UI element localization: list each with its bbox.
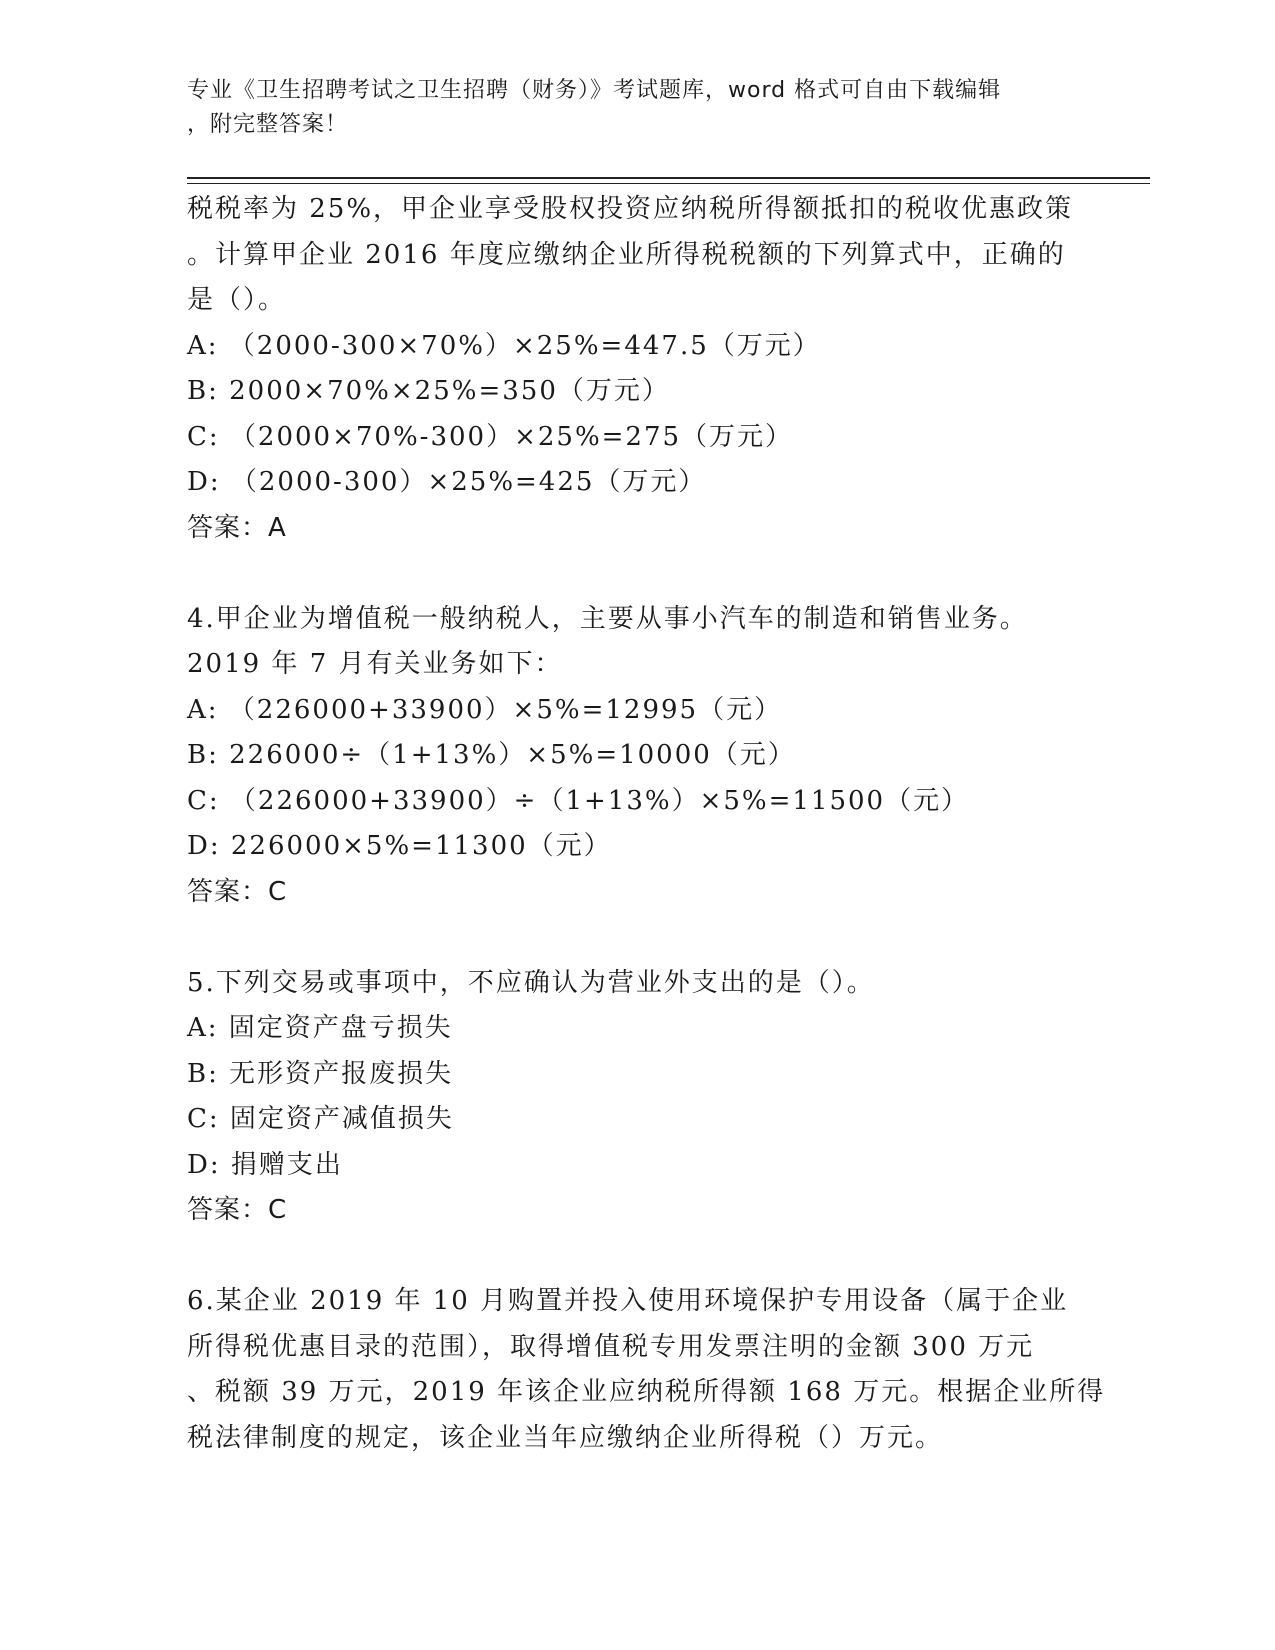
header-line-2: ，附完整答案！ [187, 112, 349, 137]
question-stem-line: 4.甲企业为增值税一般纳税人，主要从事小汽车的制造和销售业务。 [187, 603, 1028, 634]
page-header [187, 74, 1087, 142]
spacer [187, 1234, 1087, 1280]
question-stem-line: 所得税优惠目录的范围），取得增值税专用发票注明的金额 300 万元 [187, 1331, 1035, 1362]
option-b: B: 2000×70%×25%=350（万元） [187, 376, 670, 406]
option-c: C: （2000×70%-300）×25%=275（万元） [187, 421, 794, 452]
answer: 答案：A [187, 512, 287, 543]
header-rule-thin [187, 183, 1150, 184]
option-d: D: （2000-300）×25%=425（万元） [187, 467, 707, 497]
answer: 答案：C [187, 1195, 288, 1225]
document-body [187, 187, 1106, 1461]
option-a: A: （2000-300×70%）×25%=447.5（万元） [187, 330, 821, 361]
option-d: D: 226000×5%=11300（元） [187, 831, 612, 861]
question-stem-line: 。计算甲企业 2016 年度应缴纳企业所得税税额的下列算式中，正确的 [187, 239, 1066, 270]
option-c: C: 固定资产减值损失 [187, 1104, 454, 1134]
header-rule-thick [187, 177, 1150, 179]
option-a: A: （226000+33900）×5%=12995（元） [187, 694, 783, 725]
answer: 答案：C [187, 876, 288, 907]
option-d: D: 捐赠支出 [187, 1149, 343, 1180]
question-stem-line: 税法律制度的规定，该企业当年应缴纳企业所得税（）万元。 [187, 1422, 944, 1453]
question-4 [187, 597, 1087, 916]
question-5 [187, 961, 1087, 1234]
spacer [187, 915, 1087, 961]
question-6 [187, 1279, 1106, 1461]
option-b: B: 无形资产报废损失 [187, 1058, 454, 1089]
question-stem-line: 税税率为 25%，甲企业享受股权投资应纳税所得额抵扣的税收优惠政策 [187, 194, 1074, 224]
option-c: C: （226000+33900）÷（1+13%）×5%=11500（元） [187, 785, 970, 816]
spacer [187, 551, 1087, 597]
header-line-1: 专业《卫生招聘考试之卫生招聘（财务）》考试题库，word 格式可自由下载编辑 [187, 78, 1002, 103]
option-b: B: 226000÷（1+13%）×5%=10000（元） [187, 740, 796, 770]
question-stem-line: 2019 年 7 月有关业务如下： [187, 649, 563, 679]
option-a: A: 固定资产盘亏损失 [187, 1013, 453, 1043]
question-stem-line: 5.下列交易或事项中，不应确认为营业外支出的是（）。 [187, 967, 875, 998]
question-stem-line: 、税额 39 万元，2019 年该企业应纳税所得额 168 万元。根据企业所得 [187, 1377, 1106, 1407]
question-stem-line: 是（）。 [187, 285, 287, 315]
question-3 [187, 187, 1087, 551]
question-stem-line: 6.某企业 2019 年 10 月购置并投入使用环境保护专用设备（属于企业 [187, 1286, 1069, 1316]
